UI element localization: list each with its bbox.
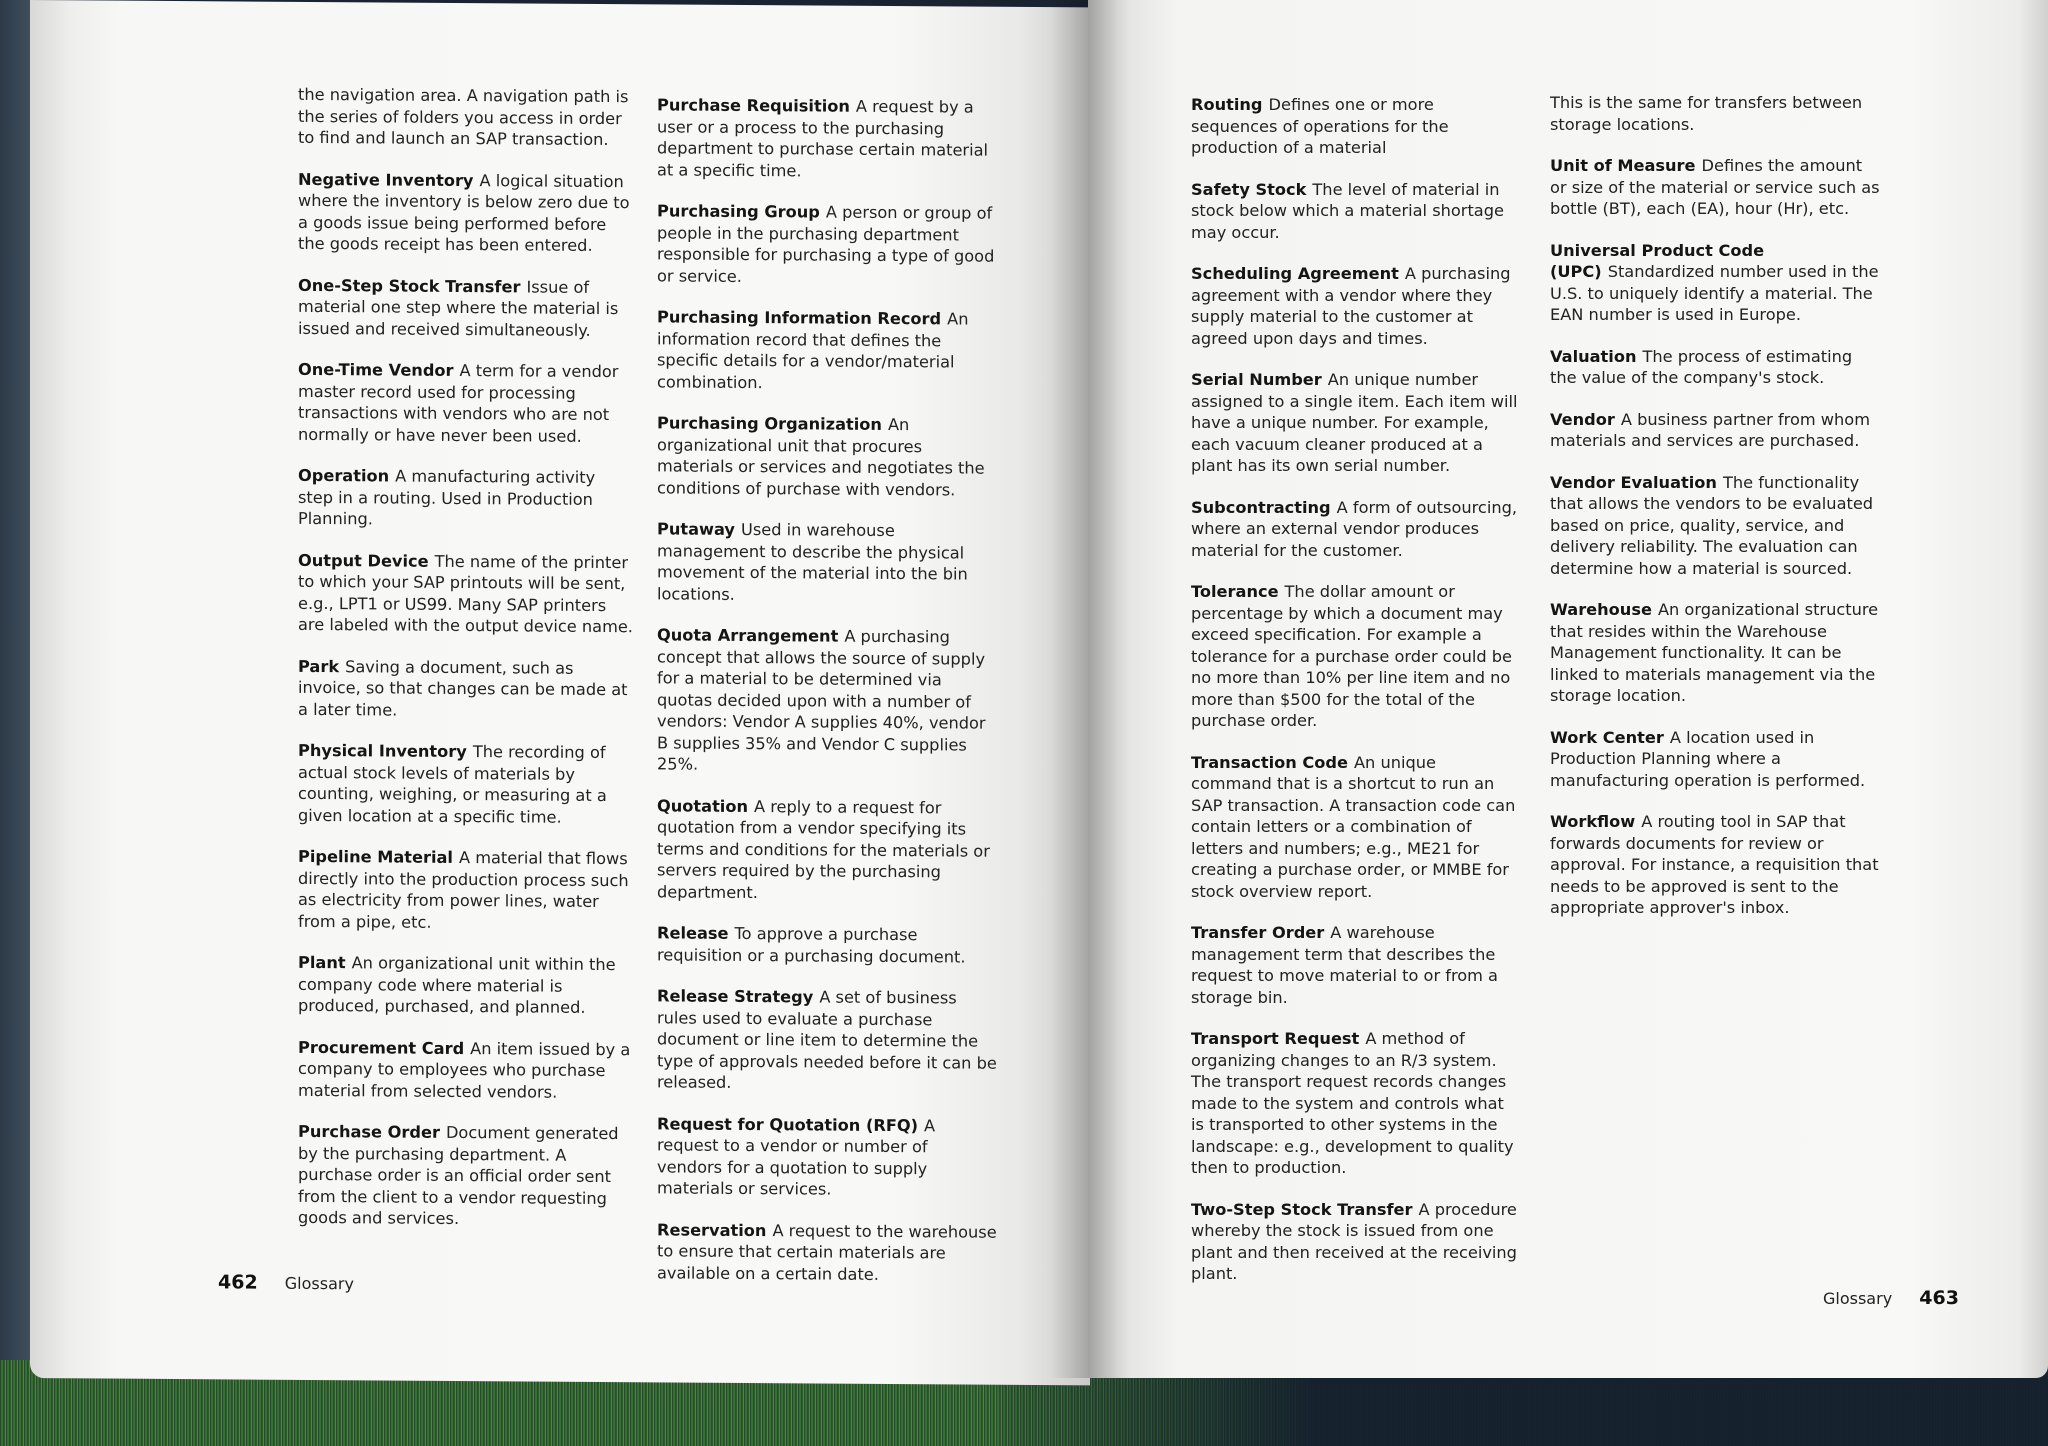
glossary-term: Purchasing Information Record <box>657 307 942 329</box>
glossary-term: Transfer Order <box>1191 923 1325 942</box>
glossary-definition: Issue of material one step where the material is issued and received simultaneously. <box>298 276 619 340</box>
glossary-entry <box>1550 92 1880 135</box>
glossary-definition: A logical situation where the inventory is below zero due to a goods issue being performed before the goods receipt has been entered. <box>298 170 630 255</box>
glossary-entry <box>1191 369 1521 477</box>
glossary-definition: the navigation area. A navigation path is the series of folders you access in order to find and launch an SAP transaction. <box>298 84 629 150</box>
glossary-entry <box>1550 240 1880 326</box>
glossary-definition: A request by a user or a process to the purchasing department to purchase certain material at a specific time. <box>657 96 989 180</box>
glossary-definition: A material that flows directly into the production process such as electricity from power lines, water from a pipe, etc. <box>298 847 629 932</box>
glossary-entry <box>298 846 633 934</box>
glossary-definition: An organizational unit within the company code where material is produced, purchased, and planned. <box>298 953 616 1017</box>
glossary-definition: An item issued by a company to employees who purchase material from selected vendors. <box>298 1038 631 1102</box>
glossary-entry <box>298 84 633 151</box>
glossary-term: Purchasing Organization <box>657 413 882 434</box>
glossary-entry <box>1550 409 1880 452</box>
glossary-term: Subcontracting <box>1191 497 1331 517</box>
glossary-term: Plant <box>298 952 346 973</box>
glossary-entry <box>1191 1199 1521 1285</box>
glossary-definition: Document generated by the purchasing department. A purchase order is an official order sent from the client to a vendor requesting goods and services. <box>298 1122 619 1228</box>
glossary-entry <box>1191 752 1521 903</box>
glossary-term: Safety Stock <box>1191 179 1307 199</box>
glossary-definition: A request to a vendor or number of vendors for a quotation to supply materials or services. <box>657 1115 936 1199</box>
glossary-term: Physical Inventory <box>298 740 467 762</box>
glossary-entry <box>657 200 997 288</box>
page-number: 462 <box>218 1271 258 1294</box>
glossary-entry <box>1191 1028 1521 1179</box>
glossary-entry <box>298 168 633 256</box>
glossary-entry <box>298 1036 633 1103</box>
glossary-term: Serial Number <box>1191 370 1322 389</box>
running-footer-label: Glossary <box>1823 1289 1893 1308</box>
glossary-term: Workflow <box>1550 812 1636 831</box>
glossary-definition: An organizational unit that procures materials or services and negotiates the conditions of purchase with vendors. <box>657 414 985 499</box>
glossary-term: Routing <box>1191 95 1263 114</box>
glossary-definition: Saving a document, such as invoice, so that changes can be made at a later time. <box>298 656 628 720</box>
glossary-entry <box>657 306 997 394</box>
glossary-term: Purchase Order <box>298 1121 440 1142</box>
glossary-entry <box>657 624 997 777</box>
glossary-definition: A manufacturing activity step in a routing. Used in Production Planning. <box>298 466 596 529</box>
glossary-entry <box>1191 581 1521 732</box>
left-page-column-1 <box>298 84 633 1251</box>
glossary-term: Universal Product Code (UPC) <box>1550 240 1765 281</box>
glossary-term: Pipeline Material <box>298 846 453 867</box>
glossary-entry <box>298 952 633 1019</box>
glossary-definition: The recording of actual stock levels of materials by counting, weighing, or measuring at a given location at a specific time. <box>298 742 607 827</box>
glossary-definition: A routing tool in SAP that forwards documents for review or approval. For instance, a requisition that needs to be approved is sent to the appropriate approver's inbox. <box>1550 812 1879 917</box>
glossary-definition: A method of organizing changes to an R/3 system. The transport request records changes made to the system and controls what is transported to other systems in the landscape: e.g., development to quality then to production. <box>1191 1029 1514 1177</box>
glossary-entry <box>298 274 633 341</box>
glossary-term: Vendor Evaluation <box>1550 472 1717 492</box>
glossary-definition: A business partner from whom materials and services are purchased. <box>1550 409 1870 450</box>
glossary-entry <box>298 1121 633 1231</box>
glossary-term: Operation <box>298 465 390 486</box>
glossary-definition: An unique number assigned to a single item. Each item will have a unique number. For example, each vacuum cleaner produced at a plant has its own serial number. <box>1191 370 1518 475</box>
glossary-term: Work Center <box>1550 727 1664 747</box>
glossary-entry <box>1550 472 1880 580</box>
glossary-entry <box>1550 727 1880 792</box>
glossary-entry <box>298 465 633 532</box>
glossary-entry <box>298 359 633 447</box>
glossary-definition: The dollar amount or percentage by which a document may exceed specification. For example a tolerance for a purchase order could be no more than 10% per line item and no more than $500 for the total of the purchase order. <box>1191 582 1512 730</box>
glossary-entry <box>657 922 997 967</box>
glossary-definition: A reply to a request for quotation from a vendor specifying its terms and conditions for the materials or servers required by the purchasing department. <box>657 796 990 902</box>
glossary-definition: Used in warehouse management to describe the physical movement of the material into the bin locations. <box>657 519 968 604</box>
glossary-entry <box>1550 346 1880 389</box>
glossary-term: One-Step Stock Transfer <box>298 275 521 296</box>
glossary-definition: A purchasing agreement with a vendor where they supply material to the customer at agreed upon days and times. <box>1191 264 1511 348</box>
glossary-entry <box>298 740 633 828</box>
glossary-definition: To approve a purchase requisition or a purchasing document. <box>657 923 966 967</box>
glossary-term: Output Device <box>298 550 429 571</box>
glossary-definition: The functionality that allows the vendors to be evaluated based on price, quality, service, and delivery reliability. The evaluation can determine how a material is sourced. <box>1550 472 1874 578</box>
glossary-definition: Defines the amount or size of the material or service such as bottle (BT), each (EA), hour (Hr), etc. <box>1550 156 1880 218</box>
glossary-term: Transport Request <box>1191 1029 1360 1048</box>
glossary-term: Quota Arrangement <box>657 625 839 646</box>
glossary-definition: The level of material in stock below which a material shortage may occur. <box>1191 179 1504 242</box>
right-page <box>1088 0 2048 1378</box>
glossary-term: Park <box>298 656 340 676</box>
glossary-entry <box>1191 94 1521 159</box>
glossary-entry <box>298 655 633 722</box>
glossary-term: Two-Step Stock Transfer <box>1191 1199 1413 1219</box>
glossary-definition: This is the same for transfers between storage locations. <box>1550 93 1863 134</box>
glossary-entry <box>298 549 633 637</box>
right-page-column-1 <box>1191 94 1521 1305</box>
glossary-definition: Standardized number used in the U.S. to uniquely identify a material. The EAN number is used in Europe. <box>1550 262 1879 324</box>
glossary-term: Release Strategy <box>657 986 814 1007</box>
glossary-definition: A form of outsourcing, where an external vendor produces material for the customer. <box>1191 497 1517 560</box>
glossary-term: One-Time Vendor <box>298 359 454 380</box>
left-page-column-2 <box>657 94 997 1305</box>
glossary-entry <box>1191 497 1521 562</box>
glossary-term: Unit of Measure <box>1550 156 1696 175</box>
glossary-definition: A purchasing concept that allows the source of supply for a material to be determined via quotas decided upon with a number of vendors: Vendor A supplies 40%, vendor B supplies 35% and Vendor C supplies 25%. <box>657 626 986 774</box>
glossary-entry <box>657 412 997 500</box>
right-page-footer <box>1823 1287 1959 1309</box>
glossary-definition: A person or group of people in the purchasing department responsible for purchasing a type of good or service. <box>657 202 995 286</box>
glossary-term: Release <box>657 923 729 943</box>
glossary-definition: A warehouse management term that describes the request to move material to or from a storage bin. <box>1191 923 1498 1007</box>
glossary-entry <box>657 795 997 905</box>
glossary-term: Warehouse <box>1550 600 1652 619</box>
glossary-definition: The process of estimating the value of the company's stock. <box>1550 346 1853 387</box>
glossary-entry <box>1191 922 1521 1008</box>
glossary-entry <box>657 985 997 1095</box>
glossary-definition: The name of the printer to which your SAP printouts will be sent, e.g., LPT1 or US99. Many SAP printers are labeled with the output device name. <box>298 551 633 637</box>
glossary-term: Quotation <box>657 795 748 816</box>
glossary-definition: Defines one or more sequences of operations for the production of a material <box>1191 95 1449 157</box>
glossary-term: Scheduling Agreement <box>1191 264 1399 283</box>
glossary-term: Negative Inventory <box>298 169 474 190</box>
glossary-definition: A procedure whereby the stock is issued from one plant and then received at the receiving plant. <box>1191 1199 1517 1283</box>
glossary-term: Procurement Card <box>298 1037 465 1058</box>
glossary-definition: An information record that defines the specific details for a vendor/material combination. <box>657 309 969 392</box>
glossary-term: Transaction Code <box>1191 752 1348 772</box>
glossary-entry <box>1191 263 1521 349</box>
glossary-definition: A term for a vendor master record used for processing transactions with vendors who are not normally or have never been used. <box>298 360 619 446</box>
glossary-definition: An organizational structure that resides within the Warehouse Management functionality. It can be linked to materials management via the storage location. <box>1550 600 1879 705</box>
glossary-entry <box>657 94 997 182</box>
glossary-definition: A request to the warehouse to ensure that certain materials are available on a certain date. <box>657 1220 997 1284</box>
glossary-definition: A set of business rules used to evaluate a purchase document or line item to determine the type of approvals needed before it can be released. <box>657 987 997 1092</box>
page-number: 463 <box>1919 1287 1959 1309</box>
running-footer-label: Glossary <box>284 1273 354 1294</box>
glossary-term: Request for Quotation (RFQ) <box>657 1113 919 1135</box>
glossary-term: Tolerance <box>1191 582 1279 601</box>
left-page-footer <box>218 1271 354 1294</box>
glossary-term: Valuation <box>1550 346 1637 366</box>
glossary-entry <box>657 1113 997 1201</box>
glossary-entry <box>1550 155 1880 220</box>
glossary-entry <box>657 518 997 606</box>
glossary-term: Purchasing Group <box>657 201 820 222</box>
right-page-column-2 <box>1550 92 1880 939</box>
glossary-term: Purchase Requisition <box>657 95 850 116</box>
glossary-entry <box>1550 811 1880 919</box>
glossary-term: Vendor <box>1550 409 1615 429</box>
left-page <box>30 0 1090 1385</box>
glossary-entry <box>657 1219 997 1286</box>
glossary-definition: An unique command that is a shortcut to run an SAP transaction. A transaction code can contain letters or a combination of letters and numbers; e.g., ME21 for creating a purchase order, or MMBE for stock overview report. <box>1191 752 1516 901</box>
glossary-definition: A location used in Production Planning where a manufacturing operation is performed. <box>1550 727 1866 790</box>
book-gutter <box>1050 0 1130 1378</box>
glossary-term: Reservation <box>657 1219 767 1240</box>
glossary-entry <box>1191 179 1521 244</box>
glossary-entry <box>1550 599 1880 707</box>
glossary-term: Putaway <box>657 519 735 539</box>
